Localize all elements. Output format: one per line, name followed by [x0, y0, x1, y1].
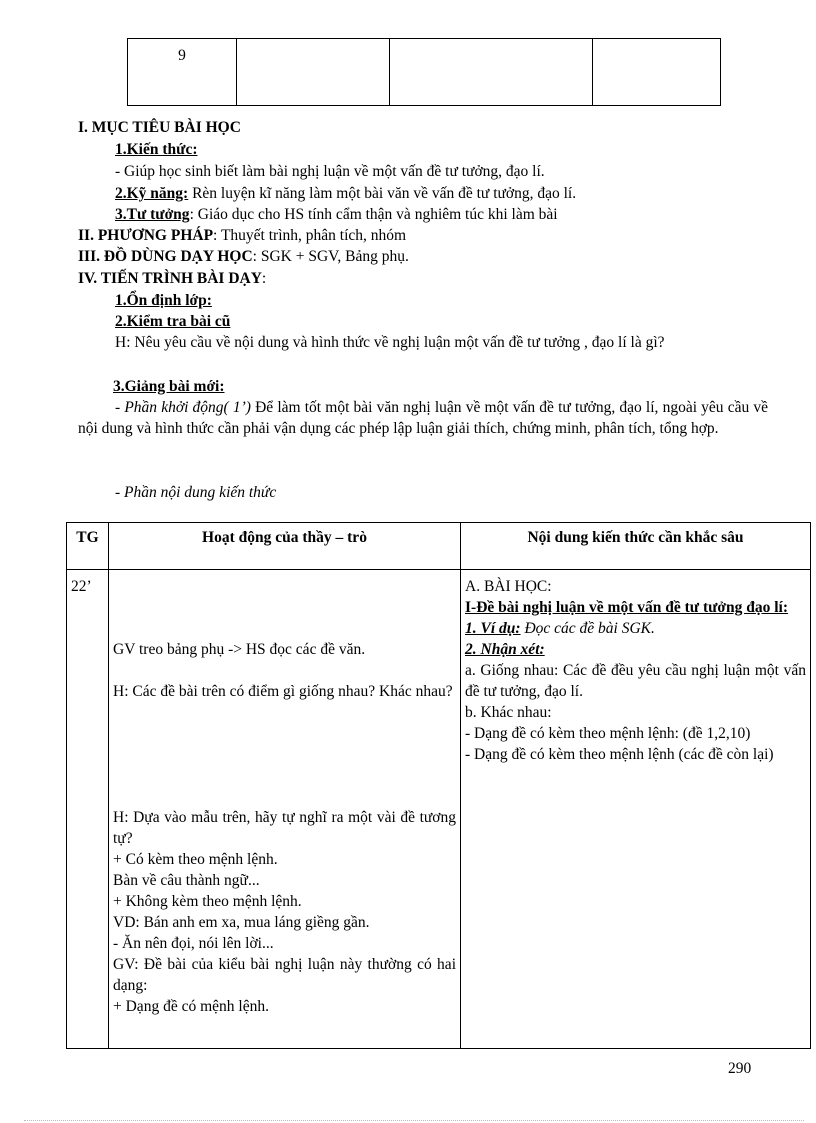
thought-text: : Giáo dục cho HS tính cẩm thận và nghiêm túc khi làm bài [189, 206, 558, 223]
knowledge-text: - Giúp học sinh biết làm bài nghị luận về một vấn đề tư tưởng, đạo lí. [115, 163, 545, 180]
thought-label: 3.Tư tưởng [115, 206, 190, 223]
top-table-cell [593, 39, 721, 106]
section3-label: III. ĐỒ DÙNG DẠY HỌC [78, 248, 253, 265]
top-table-cell [237, 39, 390, 106]
remark-diff: b. Khác nhau: [465, 704, 552, 721]
knowledge-label: 1.Kiến thức: [115, 141, 198, 158]
activity-item: VD: Bán anh em xa, mua láng giềng gần. [113, 914, 370, 931]
row-time: 22’ [67, 570, 109, 1049]
skill-label: 2.Kỹ năng: [115, 185, 189, 202]
footer-divider [24, 1120, 804, 1121]
activity-item: - Ăn nên đọi, nói lên lời... [113, 935, 274, 952]
example-text: Đọc các đề bài SGK. [520, 620, 655, 637]
activity-item: H: Các đề bài trên có điểm gì giống nhau? Khác nhau? [113, 683, 453, 700]
lesson-heading: A. BÀI HỌC: [465, 578, 552, 595]
section2-text: : Thuyết trình, phân tích, nhóm [213, 227, 407, 244]
content-label: - Phần nội dung kiến thức [115, 484, 277, 501]
step1-label: 1.Ổn định lớp: [115, 292, 212, 309]
remark-label: 2. Nhận xét: [465, 641, 545, 658]
section2-label: II. PHƯƠNG PHÁP [78, 227, 214, 244]
lesson-table-header [67, 523, 811, 570]
skill-line [115, 183, 576, 204]
content-cell [461, 570, 811, 1049]
top-table-cell-number: 9 [128, 39, 237, 106]
example-label: 1. Ví dụ: [465, 620, 521, 637]
page-number: 290 [728, 1060, 752, 1077]
remark-diff-item: - Dạng đề có kèm theo mệnh lệnh (các đề còn lại) [465, 746, 774, 763]
thought-line [115, 204, 558, 225]
old-lesson-question: H: Nêu yêu cầu về nội dung và hình thức về nghị luận một vấn đề tư tưởng , đạo lí là gì? [115, 334, 665, 351]
section2-line [78, 225, 406, 246]
top-table [127, 38, 721, 106]
step3-label: 3.Giảng bài mới: [113, 378, 225, 395]
activity-item: H: Dựa vào mẫu trên, hãy tự nghĩ ra một vài đề tương tự? [113, 809, 456, 847]
activity-item: GV: Đề bài của kiểu bài nghị luận này thường có hai dạng: [113, 956, 456, 994]
header-time: TG [67, 523, 109, 570]
header-activities: Hoạt động của thầy – trò [109, 523, 461, 570]
topic-heading: I-Đề bài nghị luận về một vấn đề tư tưởng đạo lí: [465, 599, 789, 616]
intro-label: - Phần khởi động( 1’) [115, 399, 251, 416]
remark-same: a. Giống nhau: Các đề đều yêu cầu nghị luận một vấn đề tư tưởng, đạo lí. [465, 662, 806, 700]
header-content: Nội dung kiến thức cần khắc sâu [461, 523, 811, 570]
section3-text: : SGK + SGV, Bảng phụ. [252, 248, 409, 265]
activity-item: + Dạng đề có mệnh lệnh. [113, 998, 269, 1015]
activities-cell [109, 570, 461, 1049]
skill-text: Rèn luyện kĩ năng làm một bài văn về vấn đề tư tưởng, đạo lí. [188, 185, 577, 202]
section3-line [78, 246, 409, 267]
section4-colon: : [261, 270, 267, 287]
section1-heading: I. MỤC TIÊU BÀI HỌC [78, 119, 241, 136]
example-line [465, 618, 806, 639]
intro-paragraph [78, 397, 768, 439]
activity-item: GV treo bảng phụ -> HS đọc các đề văn. [113, 641, 366, 658]
step2-label: 2.Kiểm tra bài cũ [115, 313, 231, 330]
section4-line [78, 268, 266, 289]
activity-item: Bàn về câu thành ngữ... [113, 872, 260, 889]
lesson-table [66, 522, 811, 1049]
remark-diff-item: - Dạng đề có kèm theo mệnh lệnh: (đề 1,2,10) [465, 725, 751, 742]
top-table-cell [390, 39, 593, 106]
activity-item: + Có kèm theo mệnh lệnh. [113, 851, 278, 868]
lesson-table-row [67, 570, 811, 1049]
section4-label: IV. TIẾN TRÌNH BÀI DẠY [78, 270, 262, 287]
intro-text: Để làm tốt một bài văn nghị luận về một vấn đề tư tưởng, đạo lí, ngoài yêu cầu về nội dung và hình thức cần phải vận dụng các phép lập luận giải thích, chứng minh, phân tích, tổng hợp. [78, 399, 768, 437]
activity-item: + Không kèm theo mệnh lệnh. [113, 893, 302, 910]
